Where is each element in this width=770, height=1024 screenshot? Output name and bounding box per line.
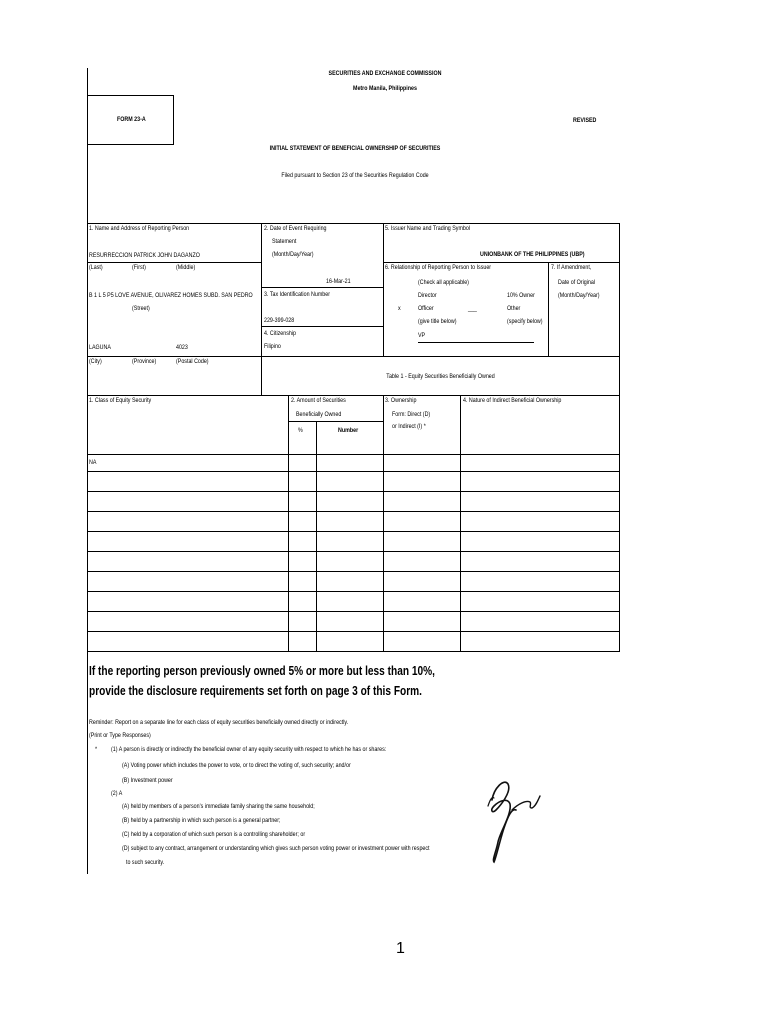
grid-line	[261, 326, 383, 327]
form-title: INITIAL STATEMENT OF BENEFICIAL OWNERSHIP OF SECURITIES	[269, 145, 441, 152]
disclosure-notice-line2: provide the disclosure requirements set forth on page 3 of this Form.	[89, 683, 422, 698]
table-column-rule	[383, 395, 384, 651]
page-number: 1	[396, 940, 405, 957]
table-row	[87, 631, 620, 632]
grid-line	[87, 356, 261, 357]
section1-label: 1. Name and Address of Reporting Person	[89, 225, 190, 232]
grid-line	[261, 287, 383, 288]
grid-line	[619, 223, 620, 395]
city-value: LAGUNA	[89, 344, 111, 351]
other-check-blank: ___	[468, 305, 477, 312]
check-applicable-caption: (Check all applicable)	[418, 279, 469, 286]
reporting-person-address: B 1 L 5 P5 LOVE AVENUE, OLIVAREZ HOMES SUBD. SAN PEDRO	[89, 292, 253, 299]
event-date-value: 16-Mar-21	[326, 278, 351, 285]
col-percent: %	[298, 427, 303, 434]
postal-code-value: 4023	[176, 344, 188, 351]
issuer-name-value: UNIONBANK OF THE PHILIPPINES (UBP)	[480, 251, 585, 258]
table-first-row-value: NA	[89, 459, 97, 466]
officer-check-mark: x	[398, 305, 401, 312]
tax-id-value: 229-399-028	[264, 317, 295, 324]
section3-label: 3. Tax Identification Number	[264, 291, 330, 298]
ten-percent-owner-option: 10% Owner	[507, 292, 535, 299]
officer-title-value: VP	[418, 332, 426, 339]
section7-label-line3: (Month/Day/Year)	[558, 292, 600, 299]
section2-label: 2. Date of Event Requiring	[264, 225, 327, 232]
table-row	[87, 531, 620, 532]
note-1b: (B) Investment power	[122, 777, 173, 784]
grid-line	[383, 223, 384, 356]
section5-label: 5. Issuer Name and Trading Symbol	[385, 225, 471, 232]
disclosure-notice-line1: If the reporting person previously owned 5% or more but less than 10%,	[89, 663, 435, 678]
note-2c: (C) held by a corporation of which such person is a controlling shareholder; or	[122, 831, 306, 838]
table-column-rule	[288, 395, 289, 651]
table-row	[87, 611, 620, 612]
signature-image	[482, 770, 544, 870]
col-number: Number	[338, 427, 359, 434]
table-row	[87, 491, 620, 492]
col-ownership-line2: Form: Direct (D)	[392, 411, 431, 418]
table-row	[87, 471, 620, 472]
grid-line	[261, 356, 620, 357]
col-class-of-equity: 1. Class of Equity Security	[89, 397, 152, 404]
col-amount-securities: 2. Amount of Securities	[291, 397, 346, 404]
section6-label: 6. Relationship of Reporting Person to Issuer	[385, 264, 492, 271]
form-number: FORM 23-A	[117, 116, 146, 123]
reminder-line: Reminder: Report on a separate line for each class of equity securities beneficially owned directly or indirectly.	[89, 719, 349, 726]
print-or-type-caption: (Print or Type Responses)	[89, 732, 151, 739]
table-row	[87, 511, 620, 512]
officer-option: Officer	[418, 305, 434, 312]
give-title-caption: (give title below)	[418, 318, 457, 325]
last-name-caption: (Last)	[89, 264, 103, 271]
reporting-person-name: RESURRECCION PATRICK JOHN DAGANZO	[89, 252, 200, 259]
table-column-rule	[460, 395, 461, 651]
table-rule	[87, 454, 620, 455]
citizenship-value: Filipino	[264, 343, 281, 350]
section7-label: 7. If Amendment,	[551, 264, 592, 271]
agency-name: SECURITIES AND EXCHANGE COMMISSION	[328, 70, 442, 77]
middle-name-caption: (Middle)	[176, 264, 196, 271]
footnote-asterisk: *	[95, 746, 98, 753]
note-2d: (D) subject to any contract, arrangement or understanding which gives such person voting power or investment power with respect	[122, 845, 430, 852]
table-row	[87, 551, 620, 552]
col-amount-securities-line2: Beneficially Owned	[296, 411, 342, 418]
section2-label-line3: (Month/Day/Year)	[272, 251, 314, 258]
note-2b: (B) held by a partnership in which such person is a general partner;	[122, 817, 281, 824]
table-row	[87, 591, 620, 592]
table-rule	[288, 421, 383, 422]
note-2e: to such security.	[126, 859, 165, 866]
grid-line	[261, 223, 262, 395]
director-option: Director	[418, 292, 437, 299]
section4-label: 4. Citizenship	[264, 330, 297, 337]
grid-line	[383, 262, 620, 263]
table-column-rule	[316, 421, 317, 651]
note-2: (2) A	[111, 790, 123, 797]
table-column-rule	[619, 395, 620, 651]
title-underline	[418, 342, 534, 343]
section7-label-line2: Date of Original	[558, 279, 596, 286]
table-row	[87, 651, 620, 652]
city-caption: (City)	[89, 358, 102, 365]
note-2a: (A) held by members of a person's immediate family sharing the same household;	[122, 803, 315, 810]
street-caption: (Street)	[132, 305, 150, 312]
col-ownership-line3: or Indirect (I) *	[392, 423, 426, 430]
revised-label: REVISED	[573, 117, 597, 124]
note-1: (1) A person is directly or indirectly the beneficial owner of any equity security with respect to which he has or shares:	[111, 746, 387, 753]
col-nature-indirect: 4. Nature of Indirect Beneficial Ownership	[463, 397, 562, 404]
first-name-caption: (First)	[132, 264, 146, 271]
province-caption: (Province)	[132, 358, 157, 365]
table-row	[87, 571, 620, 572]
col-ownership: 3. Ownership	[385, 397, 417, 404]
grid-line	[87, 395, 620, 396]
table1-title: Table 1 - Equity Securities Beneficially Owned	[386, 373, 495, 380]
agency-location: Metro Manila, Philippines	[353, 85, 417, 92]
grid-line	[548, 262, 549, 356]
note-1a: (A) Voting power which includes the power to vote, or to direct the voting of, such security; and/or	[122, 762, 351, 769]
other-option: Other	[507, 305, 521, 312]
grid-line	[87, 262, 261, 263]
form-subtitle: Filed pursuant to Section 23 of the Securities Regulation Code	[281, 172, 429, 179]
specify-caption: (specify below)	[507, 318, 543, 325]
postal-code-caption: (Postal Code)	[176, 358, 209, 365]
grid-line	[87, 223, 620, 224]
section2-label-line2: Statement	[272, 238, 297, 245]
